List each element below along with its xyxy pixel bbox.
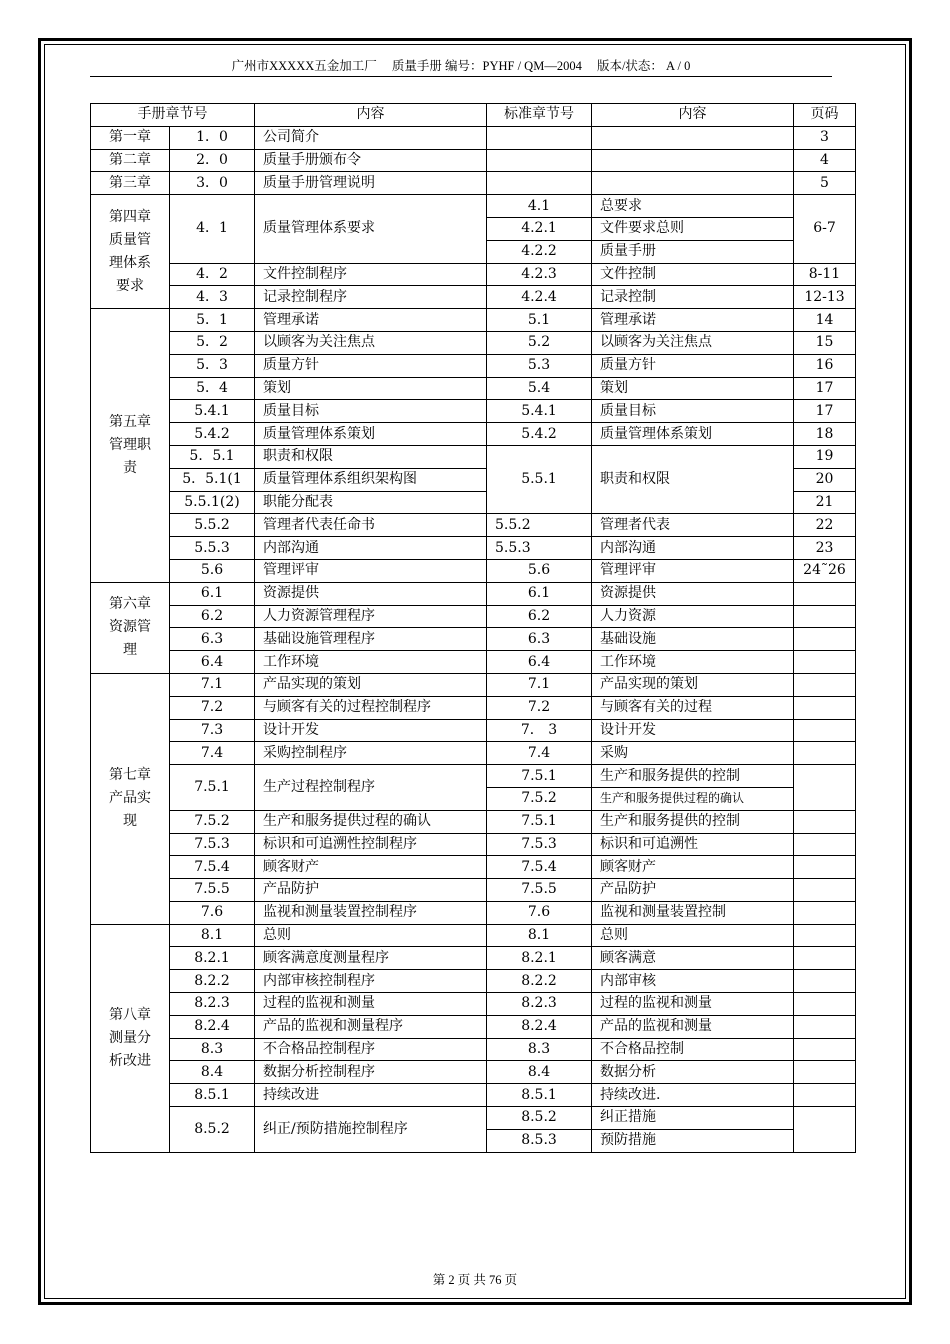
- table-row: [91, 286, 856, 309]
- section-number: 7.5.5: [170, 879, 255, 902]
- page-number: 15: [794, 331, 856, 354]
- section-content: 不合格品控制程序: [255, 1038, 487, 1061]
- page-number: 6-7: [794, 195, 856, 263]
- section-content: 顾客满意度测量程序: [255, 947, 487, 970]
- standard-content: 质量方针: [592, 354, 794, 377]
- standard-content: 产品实现的策划: [592, 673, 794, 696]
- section-number: 8.5.1: [170, 1084, 255, 1107]
- page-number: [794, 833, 856, 856]
- table-row: [91, 1084, 856, 1107]
- table-row: [91, 651, 856, 674]
- section-number: 5．5.1(1: [170, 468, 255, 491]
- standard-content: 顾客财产: [592, 856, 794, 879]
- standard-section: 5.5.1: [487, 445, 592, 513]
- section-number: 6.4: [170, 651, 255, 674]
- section-content: 资源提供: [255, 582, 487, 605]
- page-number: 3: [794, 126, 856, 149]
- section-number: 5．2: [170, 331, 255, 354]
- standard-section: [487, 172, 592, 195]
- standard-content: [592, 126, 794, 149]
- section-content: 质量目标: [255, 400, 487, 423]
- page-number: [794, 993, 856, 1016]
- section-content: 产品的监视和测量程序: [255, 1015, 487, 1038]
- standard-content: 资源提供: [592, 582, 794, 605]
- standard-content: 管理者代表: [592, 514, 794, 537]
- standard-section: 7.5.1: [487, 810, 592, 833]
- standard-section: 7． 3: [487, 719, 592, 742]
- standard-content: 质量手册: [592, 240, 794, 263]
- table-row: [91, 126, 856, 149]
- standard-content: 与顾客有关的过程: [592, 696, 794, 719]
- section-number: 5．5.1: [170, 445, 255, 468]
- section-content: 质量管理体系要求: [255, 195, 487, 263]
- page-number: [794, 651, 856, 674]
- page-number: 14: [794, 309, 856, 332]
- section-content: 采购控制程序: [255, 742, 487, 765]
- page-number: 23: [794, 537, 856, 560]
- section-content: 质量管理体系组织架构图: [255, 468, 487, 491]
- section-number: 5.4.2: [170, 423, 255, 446]
- section-number: 7.5.1: [170, 765, 255, 811]
- section-number: 5.5.3: [170, 537, 255, 560]
- page-number: [794, 947, 856, 970]
- table-row: [91, 400, 856, 423]
- table-row: [91, 628, 856, 651]
- section-number: 6.2: [170, 605, 255, 628]
- page-number: [794, 605, 856, 628]
- page-number: [794, 1061, 856, 1084]
- table-row: [91, 354, 856, 377]
- standard-section: 7.6: [487, 901, 592, 924]
- header-standard-content: 内容: [592, 104, 794, 127]
- page-number: [794, 810, 856, 833]
- section-content: 公司简介: [255, 126, 487, 149]
- standard-section: 5.2: [487, 331, 592, 354]
- table-row: [91, 377, 856, 400]
- standard-content: 标识和可追溯性: [592, 833, 794, 856]
- standard-section: 4.2.4: [487, 286, 592, 309]
- section-number: 7.4: [170, 742, 255, 765]
- standard-section: 8.4: [487, 1061, 592, 1084]
- standard-section: 4.2.2: [487, 240, 592, 263]
- section-number: 1．0: [170, 126, 255, 149]
- page-number: 8-11: [794, 263, 856, 286]
- section-content: 纠正/预防措施控制程序: [255, 1107, 487, 1153]
- section-number: 8.2.1: [170, 947, 255, 970]
- standard-section: 7.5.3: [487, 833, 592, 856]
- section-content: 过程的监视和测量: [255, 993, 487, 1016]
- standard-content: 以顾客为关注焦点: [592, 331, 794, 354]
- standard-section: 7.1: [487, 673, 592, 696]
- header-version: 版本/状态： A / 0: [596, 59, 691, 73]
- section-content: 生产和服务提供过程的确认: [255, 810, 487, 833]
- standard-content: 生产和服务提供过程的确认: [592, 787, 794, 810]
- section-content: 产品防护: [255, 879, 487, 902]
- table-row: [91, 309, 856, 332]
- table-row: [91, 901, 856, 924]
- page-number: 19: [794, 445, 856, 468]
- section-number: 5．1: [170, 309, 255, 332]
- table-row: [91, 879, 856, 902]
- table-row: [91, 1015, 856, 1038]
- standard-section: 5.4.1: [487, 400, 592, 423]
- page-number: [794, 879, 856, 902]
- chapter-label: 第三章: [91, 172, 170, 195]
- section-number: 8.1: [170, 924, 255, 947]
- standard-section: 7.5.4: [487, 856, 592, 879]
- chapter-label: 第六章资源管理: [91, 582, 170, 673]
- section-content: 内部沟通: [255, 537, 487, 560]
- table-row: [91, 514, 856, 537]
- standard-content: 记录控制: [592, 286, 794, 309]
- section-number: 8.2.4: [170, 1015, 255, 1038]
- section-number: 8.2.3: [170, 993, 255, 1016]
- standard-content: 预防措施: [592, 1129, 794, 1152]
- section-number: 7.3: [170, 719, 255, 742]
- standard-content: 数据分析: [592, 1061, 794, 1084]
- section-number: 7.2: [170, 696, 255, 719]
- section-number: 5.5.2: [170, 514, 255, 537]
- standard-content: 文件控制: [592, 263, 794, 286]
- standard-content: 生产和服务提供的控制: [592, 765, 794, 788]
- standard-section: 7.4: [487, 742, 592, 765]
- standard-section: 8.3: [487, 1038, 592, 1061]
- standard-section: 5.4: [487, 377, 592, 400]
- section-number: 8.2.2: [170, 970, 255, 993]
- standard-section: 8.2.3: [487, 993, 592, 1016]
- table-row: [91, 833, 856, 856]
- page-number: 4: [794, 149, 856, 172]
- header-manual-section: 手册章节号: [91, 104, 255, 127]
- chapter-label: 第五章管理职责: [91, 309, 170, 583]
- standard-content: 文件要求总则: [592, 217, 794, 240]
- table-row: [91, 172, 856, 195]
- section-number: 6.3: [170, 628, 255, 651]
- page-number: 21: [794, 491, 856, 514]
- section-content: 总则: [255, 924, 487, 947]
- page-number: 12-13: [794, 286, 856, 309]
- standard-section: [487, 126, 592, 149]
- standard-section: 4.2.1: [487, 217, 592, 240]
- standard-content: 顾客满意: [592, 947, 794, 970]
- standard-section: 7.2: [487, 696, 592, 719]
- table-row: [91, 537, 856, 560]
- section-content: 人力资源管理程序: [255, 605, 487, 628]
- standard-section: 8.2.2: [487, 970, 592, 993]
- section-content: 设计开发: [255, 719, 487, 742]
- section-number: 8.4: [170, 1061, 255, 1084]
- section-number: 5．3: [170, 354, 255, 377]
- section-content: 标识和可追溯性控制程序: [255, 833, 487, 856]
- table-row: [91, 605, 856, 628]
- section-content: 质量手册颁布令: [255, 149, 487, 172]
- standard-section: 6.2: [487, 605, 592, 628]
- table-row: [91, 1038, 856, 1061]
- standard-content: 设计开发: [592, 719, 794, 742]
- standard-section: 5.6: [487, 559, 592, 582]
- page-number: 18: [794, 423, 856, 446]
- section-content: 工作环境: [255, 651, 487, 674]
- standard-section: 8.2.4: [487, 1015, 592, 1038]
- section-number: 5.4.1: [170, 400, 255, 423]
- chapter-label: 第四章质量管理体系要求: [91, 195, 170, 309]
- standard-section: 8.2.1: [487, 947, 592, 970]
- page-number: [794, 924, 856, 947]
- standard-content: 职责和权限: [592, 445, 794, 513]
- standard-section: [487, 149, 592, 172]
- standard-content: 产品防护: [592, 879, 794, 902]
- page-number: [794, 1107, 856, 1153]
- table-row: [91, 696, 856, 719]
- standard-section: 5.5.3: [487, 537, 592, 560]
- page-number: 22: [794, 514, 856, 537]
- section-number: 5.6: [170, 559, 255, 582]
- table-header-row: [91, 104, 856, 127]
- table-row: [91, 856, 856, 879]
- section-number: 5.5.1(2): [170, 491, 255, 514]
- section-content: 质量管理体系策划: [255, 423, 487, 446]
- standard-content: 内部审核: [592, 970, 794, 993]
- section-content: 产品实现的策划: [255, 673, 487, 696]
- standard-section: 5.1: [487, 309, 592, 332]
- standard-content: 监视和测量装置控制: [592, 901, 794, 924]
- standard-content: 工作环境: [592, 651, 794, 674]
- section-content: 内部审核控制程序: [255, 970, 487, 993]
- page-number: 17: [794, 400, 856, 423]
- page-number: 16: [794, 354, 856, 377]
- standard-content: [592, 172, 794, 195]
- table-row: [91, 810, 856, 833]
- standard-section: 6.4: [487, 651, 592, 674]
- table-row: [91, 149, 856, 172]
- standard-section: 7.5.1: [487, 765, 592, 788]
- section-content: 与顾客有关的过程控制程序: [255, 696, 487, 719]
- page-header: [90, 56, 832, 77]
- section-number: 8.5.2: [170, 1107, 255, 1153]
- section-number: 7.5.3: [170, 833, 255, 856]
- standard-section: 5.4.2: [487, 423, 592, 446]
- section-content: 顾客财产: [255, 856, 487, 879]
- section-content: 以顾客为关注焦点: [255, 331, 487, 354]
- section-number: 8.3: [170, 1038, 255, 1061]
- section-content: 质量方针: [255, 354, 487, 377]
- table-row: [91, 582, 856, 605]
- table-row: [91, 970, 856, 993]
- section-content: 监视和测量装置控制程序: [255, 901, 487, 924]
- page-number: [794, 1015, 856, 1038]
- standard-content: 内部沟通: [592, 537, 794, 560]
- section-number: 2．0: [170, 149, 255, 172]
- chapter-label: 第二章: [91, 149, 170, 172]
- standard-content: 纠正措施: [592, 1107, 794, 1130]
- section-content: 管理承诺: [255, 309, 487, 332]
- standard-section: 5.5.2: [487, 514, 592, 537]
- section-content: 文件控制程序: [255, 263, 487, 286]
- table-row: [91, 947, 856, 970]
- page-number: [794, 719, 856, 742]
- chapter-label: 第七章产品实现: [91, 673, 170, 924]
- page-number: [794, 742, 856, 765]
- page-footer: 第 2 页 共 76 页: [432, 1273, 518, 1287]
- section-content: 策划: [255, 377, 487, 400]
- standard-content: 人力资源: [592, 605, 794, 628]
- page-number: [794, 765, 856, 811]
- section-number: 7.1: [170, 673, 255, 696]
- table-row: [91, 331, 856, 354]
- contents-table: [90, 103, 856, 1153]
- standard-content: 采购: [592, 742, 794, 765]
- page-number: [794, 696, 856, 719]
- table-row: [91, 924, 856, 947]
- section-content: 记录控制程序: [255, 286, 487, 309]
- section-content: 生产过程控制程序: [255, 765, 487, 811]
- standard-section: 6.1: [487, 582, 592, 605]
- table-row: [91, 765, 856, 788]
- header-company: 广州市XXXXX五金加工厂: [231, 59, 377, 73]
- page-number: [794, 673, 856, 696]
- standard-section: 8.5.1: [487, 1084, 592, 1107]
- section-number: 4．1: [170, 195, 255, 263]
- standard-content: 总要求: [592, 195, 794, 218]
- page-number: [794, 1038, 856, 1061]
- page-number: [794, 1084, 856, 1107]
- chapter-label: 第八章测量分析改进: [91, 924, 170, 1152]
- page-number: [794, 970, 856, 993]
- page-number: [794, 582, 856, 605]
- header-content: 内容: [255, 104, 487, 127]
- section-content: 持续改进: [255, 1084, 487, 1107]
- standard-content: 基础设施: [592, 628, 794, 651]
- standard-content: 策划: [592, 377, 794, 400]
- standard-section: 8.5.2: [487, 1107, 592, 1130]
- standard-content: 质量管理体系策划: [592, 423, 794, 446]
- table-row: [91, 719, 856, 742]
- section-content: 职责和权限: [255, 445, 487, 468]
- table-row: [91, 423, 856, 446]
- page-number: [794, 901, 856, 924]
- header-doc-number: 质量手册 编号：PYHF / QM—2004: [391, 59, 582, 73]
- standard-content: 不合格品控制: [592, 1038, 794, 1061]
- table-row: [91, 1107, 856, 1130]
- table-row: [91, 673, 856, 696]
- page-number: 17: [794, 377, 856, 400]
- section-number: 4．3: [170, 286, 255, 309]
- standard-section: 7.5.5: [487, 879, 592, 902]
- page-number: [794, 628, 856, 651]
- header-page: 页码: [794, 104, 856, 127]
- table-row: [91, 1061, 856, 1084]
- page-number: 24˜26: [794, 559, 856, 582]
- standard-content: [592, 149, 794, 172]
- header-standard-section: 标准章节号: [487, 104, 592, 127]
- section-content: 质量手册管理说明: [255, 172, 487, 195]
- standard-section: 4.1: [487, 195, 592, 218]
- section-number: 7.5.2: [170, 810, 255, 833]
- standard-content: 质量目标: [592, 400, 794, 423]
- standard-content: 产品的监视和测量: [592, 1015, 794, 1038]
- section-number: 3．0: [170, 172, 255, 195]
- standard-section: 8.1: [487, 924, 592, 947]
- chapter-label: 第一章: [91, 126, 170, 149]
- section-content: 基础设施管理程序: [255, 628, 487, 651]
- standard-content: 过程的监视和测量: [592, 993, 794, 1016]
- table-row: [91, 445, 856, 468]
- section-content: 职能分配表: [255, 491, 487, 514]
- standard-section: 6.3: [487, 628, 592, 651]
- standard-section: 8.5.3: [487, 1129, 592, 1152]
- standard-section: 7.5.2: [487, 787, 592, 810]
- standard-content: 管理评审: [592, 559, 794, 582]
- section-number: 7.5.4: [170, 856, 255, 879]
- table-row: [91, 993, 856, 1016]
- standard-content: 管理承诺: [592, 309, 794, 332]
- table-row: [91, 263, 856, 286]
- section-content: 管理者代表任命书: [255, 514, 487, 537]
- table-row: [91, 742, 856, 765]
- standard-section: 5.3: [487, 354, 592, 377]
- standard-section: 4.2.3: [487, 263, 592, 286]
- section-number: 4．2: [170, 263, 255, 286]
- standard-content: 生产和服务提供的控制: [592, 810, 794, 833]
- section-content: 管理评审: [255, 559, 487, 582]
- section-content: 数据分析控制程序: [255, 1061, 487, 1084]
- section-number: 5．4: [170, 377, 255, 400]
- table-row: [91, 195, 856, 218]
- section-number: 6.1: [170, 582, 255, 605]
- page-number: 5: [794, 172, 856, 195]
- page-number: [794, 856, 856, 879]
- section-number: 7.6: [170, 901, 255, 924]
- standard-content: 总则: [592, 924, 794, 947]
- table-row: [91, 559, 856, 582]
- standard-content: 持续改进.: [592, 1084, 794, 1107]
- page-number: 20: [794, 468, 856, 491]
